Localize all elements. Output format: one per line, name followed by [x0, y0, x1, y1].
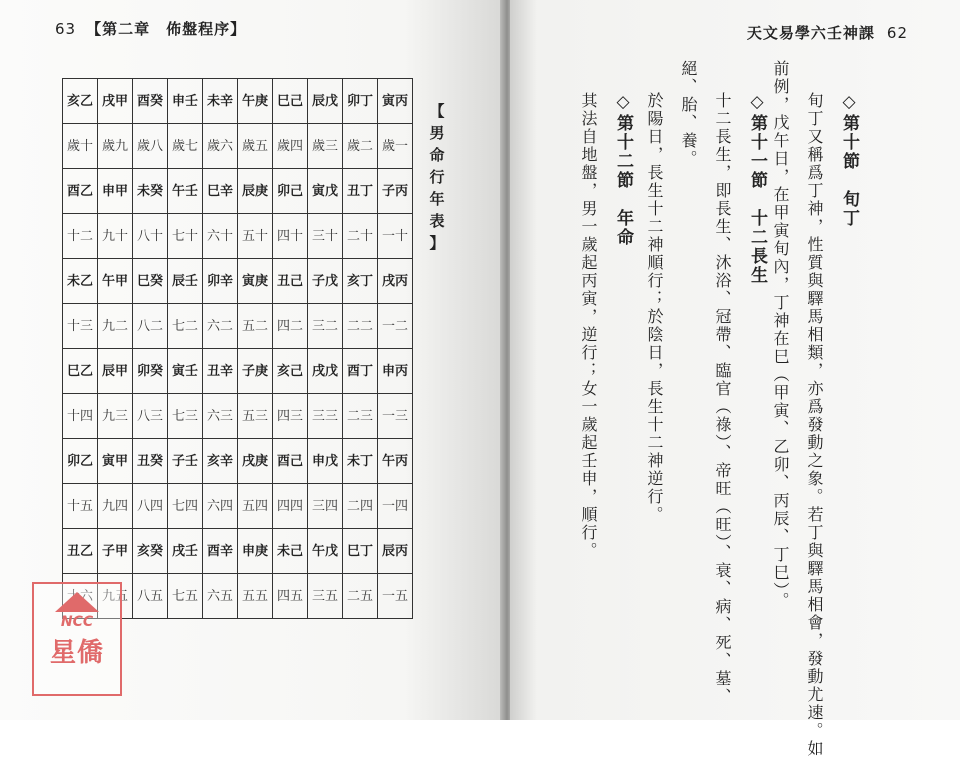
table-cell: 一五 [378, 574, 413, 619]
table-cell: 十三 [63, 304, 98, 349]
table-cell: 四五 [273, 574, 308, 619]
table-cell: 未丁 [343, 439, 378, 484]
table-cell: 子戊 [308, 259, 343, 304]
table-cell: 二五 [343, 574, 378, 619]
table-cell: 七四 [168, 484, 203, 529]
table-cell: 戌戊 [308, 349, 343, 394]
table-cell: 子甲 [98, 529, 133, 574]
section-heading: ◇第十二節 年命 [613, 92, 633, 247]
table-cell: 卯癸 [133, 349, 168, 394]
section-heading: ◇第十一節 十二長生 [747, 92, 767, 285]
table-row [63, 439, 413, 484]
table-title-char: 年 [429, 190, 445, 208]
table-cell: 卯丁 [343, 79, 378, 124]
table-cell: 戌甲 [98, 79, 133, 124]
table-cell: 九三 [98, 394, 133, 439]
table-title-char: 】 [429, 234, 445, 252]
section-heading: ◇第十節 旬丁 [839, 92, 859, 228]
right-page-number: 62 [886, 24, 908, 42]
table-cell: 丑辛 [203, 349, 238, 394]
table-cell: 卯己 [273, 169, 308, 214]
table-cell: 巳乙 [63, 349, 98, 394]
table-cell: 申甲 [98, 169, 133, 214]
table-cell: 巳己 [273, 79, 308, 124]
table-cell: 寅丙 [378, 79, 413, 124]
table-cell: 未辛 [203, 79, 238, 124]
table-cell: 歲六 [203, 124, 238, 169]
table-cell: 九二 [98, 304, 133, 349]
text-column: 前例，戊午日，在甲寅旬內，丁神在巳（甲寅、乙卯、丙辰、丁巳）。 [771, 60, 790, 610]
table-cell: 十二 [63, 214, 98, 259]
table-cell: 酉癸 [133, 79, 168, 124]
left-page-number: 63 [55, 20, 77, 38]
table-cell: 一四 [378, 484, 413, 529]
table-cell: 申丙 [378, 349, 413, 394]
table-cell: 四十 [273, 214, 308, 259]
table-cell: 一三 [378, 394, 413, 439]
table-cell: 巳癸 [133, 259, 168, 304]
table-row [63, 484, 413, 529]
table-cell: 歲五 [238, 124, 273, 169]
text-column: 其法自地盤，男一歲起丙寅，逆行；女一歲起壬申，順行。 [579, 92, 598, 560]
table-cell: 六三 [203, 394, 238, 439]
table-cell: 寅戊 [308, 169, 343, 214]
table-row [63, 214, 413, 259]
table-cell: 申壬 [168, 79, 203, 124]
table-cell: 辰甲 [98, 349, 133, 394]
table-cell: 午甲 [98, 259, 133, 304]
table-title-char: 表 [429, 212, 445, 230]
table-cell: 歲九 [98, 124, 133, 169]
table-cell: 九四 [98, 484, 133, 529]
table-cell: 子庚 [238, 349, 273, 394]
table-row [63, 394, 413, 439]
table-cell: 未癸 [133, 169, 168, 214]
table-cell: 歲四 [273, 124, 308, 169]
ncc-watermark-logo [32, 582, 122, 696]
table-cell: 亥辛 [203, 439, 238, 484]
table-title [424, 100, 450, 254]
table-cell: 五三 [238, 394, 273, 439]
right-page-header [747, 22, 908, 43]
table-cell: 歲一 [378, 124, 413, 169]
table-row [63, 124, 413, 169]
table-cell: 三五 [308, 574, 343, 619]
table-cell: 五十 [238, 214, 273, 259]
table-cell: 八四 [133, 484, 168, 529]
watermark-brand: 星僑 [49, 638, 104, 668]
table-cell: 卯辛 [203, 259, 238, 304]
table-row [63, 349, 413, 394]
table-cell: 三三 [308, 394, 343, 439]
table-cell: 四二 [273, 304, 308, 349]
watermark-ncc: NCC [60, 614, 94, 630]
male-age-table [62, 78, 413, 619]
table-cell: 歲八 [133, 124, 168, 169]
text-column: 絕、胎、養。 [679, 60, 698, 168]
table-cell: 亥癸 [133, 529, 168, 574]
table-cell: 巳丁 [343, 529, 378, 574]
table-row [63, 79, 413, 124]
table-cell: 八十 [133, 214, 168, 259]
table-cell: 酉丁 [343, 349, 378, 394]
table-title-char: 男 [429, 124, 445, 142]
table-cell: 十六 [63, 574, 98, 619]
table-cell: 七三 [168, 394, 203, 439]
table-cell: 二二 [343, 304, 378, 349]
table-cell: 歲三 [308, 124, 343, 169]
table-cell: 三二 [308, 304, 343, 349]
house-roof-icon [55, 592, 99, 612]
table-cell: 歲二 [343, 124, 378, 169]
table-cell: 亥丁 [343, 259, 378, 304]
table-cell: 六四 [203, 484, 238, 529]
table-cell: 九五 [98, 574, 133, 619]
table-cell: 三十 [308, 214, 343, 259]
table-cell: 酉乙 [63, 169, 98, 214]
table-cell: 申戊 [308, 439, 343, 484]
table-cell: 丑癸 [133, 439, 168, 484]
right-page [510, 0, 960, 758]
table-cell: 申庚 [238, 529, 273, 574]
table-title-char: 行 [429, 168, 445, 186]
table-cell: 辰丙 [378, 529, 413, 574]
text-column: 旬丁又稱爲丁神，性質與驛馬相類，亦爲發動之象。若丁與驛馬相會，發動尤速。如 [805, 92, 824, 758]
table-cell: 七二 [168, 304, 203, 349]
table-cell: 午戊 [308, 529, 343, 574]
text-column: 十二長生，即長生、沐浴、冠帶、臨官（祿）、帝旺（旺）、衰、病、死、墓、 [713, 92, 732, 706]
table-cell: 二三 [343, 394, 378, 439]
table-cell: 五二 [238, 304, 273, 349]
table-title-char: 命 [429, 146, 445, 164]
table-cell: 丑乙 [63, 529, 98, 574]
table-cell: 七五 [168, 574, 203, 619]
table-cell: 辰壬 [168, 259, 203, 304]
table-cell: 六十 [203, 214, 238, 259]
table-cell: 二十 [343, 214, 378, 259]
table-cell: 四四 [273, 484, 308, 529]
table-cell: 辰戊 [308, 79, 343, 124]
table-cell: 卯乙 [63, 439, 98, 484]
table-cell: 九十 [98, 214, 133, 259]
table-cell: 六二 [203, 304, 238, 349]
table-cell: 丑丁 [343, 169, 378, 214]
table-cell: 寅甲 [98, 439, 133, 484]
table-cell: 巳辛 [203, 169, 238, 214]
table-cell: 八三 [133, 394, 168, 439]
table-cell: 酉辛 [203, 529, 238, 574]
table-cell: 辰庚 [238, 169, 273, 214]
table-cell: 八五 [133, 574, 168, 619]
table-cell: 十四 [63, 394, 98, 439]
table-cell: 未乙 [63, 259, 98, 304]
table-cell: 一十 [378, 214, 413, 259]
table-cell: 四三 [273, 394, 308, 439]
left-page-header [55, 18, 246, 39]
table-cell: 八二 [133, 304, 168, 349]
table-row [63, 304, 413, 349]
table-cell: 酉己 [273, 439, 308, 484]
table-cell: 歲十 [63, 124, 98, 169]
table-cell: 寅壬 [168, 349, 203, 394]
table-cell: 二四 [343, 484, 378, 529]
table-title-char: 【 [429, 102, 445, 120]
table-cell: 寅庚 [238, 259, 273, 304]
table-cell: 七十 [168, 214, 203, 259]
table-row [63, 529, 413, 574]
table-cell: 丑己 [273, 259, 308, 304]
table-row [63, 169, 413, 214]
table-cell: 六五 [203, 574, 238, 619]
table-cell: 亥乙 [63, 79, 98, 124]
table-cell: 午庚 [238, 79, 273, 124]
table-cell: 未己 [273, 529, 308, 574]
table-cell: 十五 [63, 484, 98, 529]
table-cell: 子壬 [168, 439, 203, 484]
table-cell: 五四 [238, 484, 273, 529]
text-column: 於陽日，長生十二神順行；於陰日，長生十二神逆行。 [645, 92, 664, 524]
table-cell: 戌丙 [378, 259, 413, 304]
table-cell: 午壬 [168, 169, 203, 214]
table-cell: 戌庚 [238, 439, 273, 484]
table-cell: 戌壬 [168, 529, 203, 574]
table-cell: 午丙 [378, 439, 413, 484]
left-chapter-title: 【第二章 佈盤程序】 [86, 20, 247, 38]
book-title: 天文易學六壬神課 [746, 24, 875, 42]
table-row [63, 259, 413, 304]
table-cell: 亥己 [273, 349, 308, 394]
table-cell: 子丙 [378, 169, 413, 214]
table-cell: 歲七 [168, 124, 203, 169]
table-cell: 一二 [378, 304, 413, 349]
table-cell: 三四 [308, 484, 343, 529]
table-cell: 五五 [238, 574, 273, 619]
